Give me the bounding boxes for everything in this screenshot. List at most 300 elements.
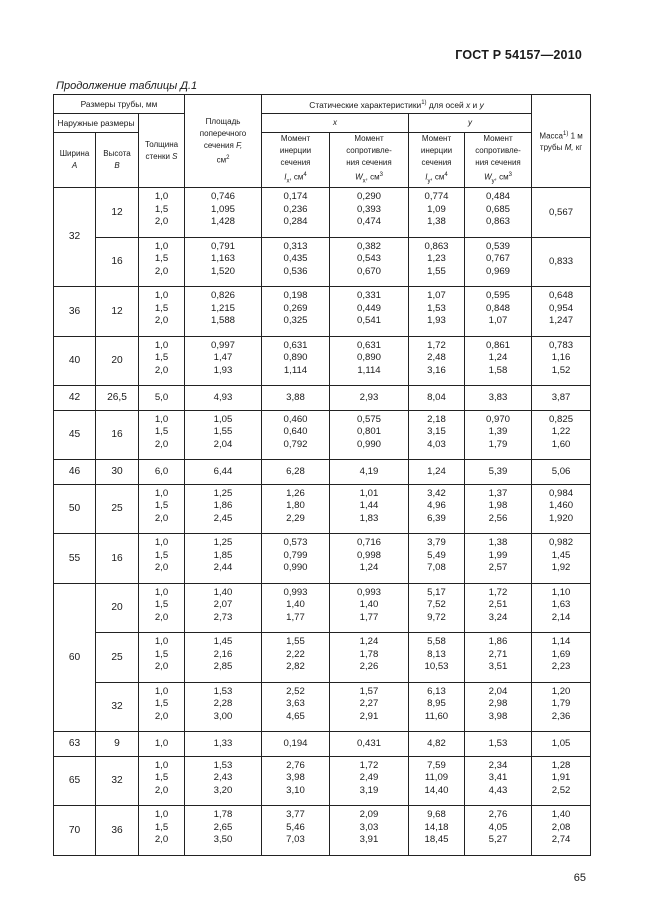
cell-ix xyxy=(262,806,330,856)
cell-value: 1,55 xyxy=(427,265,446,277)
cell-value: 2,0 xyxy=(154,834,169,846)
cell-value: 2,43 xyxy=(213,772,233,784)
cell-value: 0,969 xyxy=(486,265,511,277)
cell-value: 1,72 xyxy=(427,339,446,351)
cell-value: 1,93 xyxy=(213,364,233,376)
cell-value: 5,17 xyxy=(427,586,446,598)
cell-value: 1,39 xyxy=(488,426,508,438)
cell-value: 2,0 xyxy=(154,438,169,450)
cell-m xyxy=(532,633,591,683)
cell-value: 1,23 xyxy=(427,253,446,265)
cell-value: 3,10 xyxy=(286,784,305,796)
cell-m xyxy=(532,806,591,856)
cell-value: 1,05 xyxy=(551,738,571,749)
cell-value: 0,990 xyxy=(283,562,308,574)
cell-ix xyxy=(262,534,330,584)
cell-value: 2,44 xyxy=(213,562,233,574)
cell-value: 1,33 xyxy=(213,738,233,749)
cell-value: 5,39 xyxy=(488,466,508,477)
cell-f xyxy=(185,460,262,485)
cell-iy xyxy=(409,237,465,287)
cell-value: 1,60 xyxy=(551,438,571,450)
cell-m xyxy=(532,336,591,386)
cell-f xyxy=(185,188,262,238)
cell-value: 1,07 xyxy=(427,290,446,302)
cell-value: 0,783 xyxy=(549,339,574,351)
header-area: Площадь поперечного сечения F, $см^2$ xyxy=(185,95,262,188)
cell-wy xyxy=(465,460,532,485)
header-height: Высота B xyxy=(96,133,139,188)
cell-value: 0,670 xyxy=(356,265,381,277)
cell-m xyxy=(532,188,591,238)
cell-value: 1,86 xyxy=(488,636,508,648)
cell-wy xyxy=(465,732,532,757)
cell-width: 70 xyxy=(54,806,96,856)
cell-value: 0,393 xyxy=(356,203,381,215)
cell-value: 1,26 xyxy=(286,487,305,499)
cell-value: 1,37 xyxy=(488,487,508,499)
cell-value: 1,0 xyxy=(154,685,169,697)
cell-value: 2,56 xyxy=(488,512,508,524)
cell-wx xyxy=(330,484,409,534)
cell-width: 50 xyxy=(54,484,96,534)
cell-value: 1,5 xyxy=(154,253,169,265)
cell-wy xyxy=(465,633,532,683)
cell-value: 2,73 xyxy=(213,611,233,623)
cell-m xyxy=(532,534,591,584)
cell-value: 18,45 xyxy=(424,834,449,846)
cell-value: 0,825 xyxy=(549,413,574,425)
cell-value: 1,44 xyxy=(359,500,379,512)
header-axis-x: x xyxy=(262,114,409,133)
cell-wy xyxy=(465,534,532,584)
cell-height: 32 xyxy=(96,756,139,806)
cell-iy xyxy=(409,410,465,460)
cell-value: 3,98 xyxy=(286,772,305,784)
cell-value: 0,990 xyxy=(356,438,381,450)
cell-wy xyxy=(465,287,532,337)
page-number: 65 xyxy=(573,872,586,884)
cell-s xyxy=(139,484,185,534)
cell-value: 1,428 xyxy=(210,216,235,228)
cell-value: 2,09 xyxy=(359,809,379,821)
cell-value: 1,78 xyxy=(359,648,379,660)
cell-wy xyxy=(465,583,532,633)
cell-wy xyxy=(465,237,532,287)
cell-value: 3,88 xyxy=(286,392,305,403)
cell-value: 1,24 xyxy=(427,466,446,477)
header-axis-y: y xyxy=(409,114,532,133)
cell-value: 1,72 xyxy=(359,759,379,771)
cell-iy xyxy=(409,460,465,485)
cell-f xyxy=(185,386,262,411)
cell-value: 1,98 xyxy=(488,500,508,512)
cell-value: 1,114 xyxy=(283,364,308,376)
cell-f xyxy=(185,756,262,806)
cell-value: 1,5 xyxy=(154,648,169,660)
cell-value: 1,77 xyxy=(286,611,305,623)
cell-value: 1,53 xyxy=(213,759,233,771)
cell-value: 1,114 xyxy=(357,364,381,376)
cell-iy xyxy=(409,756,465,806)
header-wall: Толщина стенки S xyxy=(139,114,185,188)
cell-value: 1,460 xyxy=(549,500,574,512)
cell-value: 3,63 xyxy=(286,698,305,710)
cell-m xyxy=(532,682,591,732)
table-row xyxy=(54,534,591,584)
cell-value: 0,194 xyxy=(283,738,308,749)
cell-value: 1,0 xyxy=(154,487,169,499)
cell-value: 1,22 xyxy=(551,426,571,438)
header-inertia-y: Момент инерции сечения $I_y$, $см^4$ xyxy=(409,133,465,188)
cell-s xyxy=(139,633,185,683)
cell-value: 1,40 xyxy=(551,809,571,821)
pipe-properties-table xyxy=(53,94,591,856)
cell-value: 2,45 xyxy=(213,512,233,524)
cell-value: 0,792 xyxy=(283,438,308,450)
cell-value: 1,25 xyxy=(213,487,233,499)
cell-iy xyxy=(409,188,465,238)
table-row xyxy=(54,287,591,337)
cell-value: 9,72 xyxy=(427,611,446,623)
cell-value: 1,5 xyxy=(154,821,169,833)
cell-value: 2,16 xyxy=(213,648,233,660)
cell-value: 3,91 xyxy=(359,834,379,846)
cell-value: 1,53 xyxy=(488,738,508,749)
cell-value: 3,50 xyxy=(213,834,233,846)
cell-f xyxy=(185,583,262,633)
cell-value: 2,0 xyxy=(154,562,169,574)
cell-value: 4,93 xyxy=(213,392,233,403)
cell-value: 0,863 xyxy=(424,240,449,252)
cell-wy xyxy=(465,806,532,856)
cell-iy xyxy=(409,386,465,411)
cell-value: 2,49 xyxy=(359,772,379,784)
cell-height: 25 xyxy=(96,484,139,534)
table-row xyxy=(54,484,591,534)
cell-wy xyxy=(465,756,532,806)
cell-value: 0,997 xyxy=(210,339,235,351)
document-code: ГОСТ Р 54157—2010 xyxy=(455,48,582,62)
cell-m xyxy=(532,410,591,460)
cell-value: 1,92 xyxy=(551,562,571,574)
cell-value: 1,99 xyxy=(488,549,508,561)
cell-value: 4,19 xyxy=(359,466,379,477)
cell-value: 3,42 xyxy=(427,487,446,499)
cell-f xyxy=(185,336,262,386)
cell-value: 1,77 xyxy=(359,611,379,623)
cell-value: 6,39 xyxy=(427,512,446,524)
cell-f xyxy=(185,534,262,584)
cell-value: 2,22 xyxy=(286,648,305,660)
cell-value: 1,79 xyxy=(551,698,571,710)
cell-value: 0,331 xyxy=(356,290,381,302)
cell-width: 46 xyxy=(54,460,96,485)
cell-height: 20 xyxy=(96,336,139,386)
cell-value: 8,13 xyxy=(427,648,446,660)
cell-m xyxy=(532,732,591,757)
table-row xyxy=(54,806,591,856)
cell-s xyxy=(139,756,185,806)
cell-value: 1,5 xyxy=(154,426,169,438)
cell-value: 6,0 xyxy=(154,466,169,477)
cell-value: 1,588 xyxy=(210,315,235,327)
cell-value: 1,0 xyxy=(154,240,169,252)
cell-value: 0,539 xyxy=(486,240,511,252)
cell-value: 6,44 xyxy=(213,466,233,477)
cell-value: 1,0 xyxy=(154,413,169,425)
cell-value: 5,49 xyxy=(427,549,446,561)
cell-value: 1,0 xyxy=(154,191,169,203)
cell-m xyxy=(532,484,591,534)
cell-value: 3,83 xyxy=(488,392,508,403)
cell-wx xyxy=(330,534,409,584)
cell-value: 10,53 xyxy=(424,661,449,673)
cell-value: 0,631 xyxy=(283,339,308,351)
cell-value: 4,65 xyxy=(286,710,305,722)
cell-wx xyxy=(330,410,409,460)
cell-iy xyxy=(409,484,465,534)
cell-value: 1,83 xyxy=(359,512,379,524)
cell-value: 1,0 xyxy=(154,290,169,302)
cell-value: 0,685 xyxy=(486,203,511,215)
cell-value: 7,52 xyxy=(427,599,446,611)
table-row xyxy=(54,756,591,806)
cell-height: 12 xyxy=(96,188,139,238)
cell-width: 42 xyxy=(54,386,96,411)
cell-value: 3,19 xyxy=(359,784,379,796)
cell-ix xyxy=(262,287,330,337)
cell-value: 1,63 xyxy=(551,599,571,611)
cell-value: 1,520 xyxy=(210,265,235,277)
cell-value: 2,52 xyxy=(551,784,571,796)
cell-wx xyxy=(330,806,409,856)
cell-f xyxy=(185,410,262,460)
cell-value: 2,93 xyxy=(359,392,379,403)
cell-height: 25 xyxy=(96,633,139,683)
cell-value: 1,0 xyxy=(154,636,169,648)
cell-value: 5,06 xyxy=(551,466,571,477)
cell-value: 6,13 xyxy=(427,685,446,697)
cell-value: 2,18 xyxy=(427,413,446,425)
cell-value: 9,68 xyxy=(427,809,446,821)
cell-value: 4,82 xyxy=(427,738,446,749)
cell-s xyxy=(139,460,185,485)
cell-value: 1,24 xyxy=(488,352,508,364)
header-outer-sizes: Наружные размеры xyxy=(54,114,139,133)
cell-value: 0,284 xyxy=(283,216,308,228)
cell-value: 1,93 xyxy=(427,315,446,327)
cell-value: 3,00 xyxy=(213,710,233,722)
cell-value: 2,26 xyxy=(359,661,379,673)
table-row xyxy=(54,732,591,757)
cell-value: 8,04 xyxy=(427,392,446,403)
cell-iy xyxy=(409,682,465,732)
header-resist-y: Момент сопротивле- ния сечения $W_y$, $см^3$ xyxy=(465,133,532,188)
cell-value: 5,46 xyxy=(286,821,305,833)
cell-iy xyxy=(409,287,465,337)
cell-value: 1,69 xyxy=(551,648,571,660)
cell-value: 1,58 xyxy=(488,364,508,376)
header-resist-x: Момент сопротивле- ния сечения $W_x$, $см^3$ xyxy=(330,133,409,188)
cell-value: 2,0 xyxy=(154,265,169,277)
cell-value: 4,03 xyxy=(427,438,446,450)
cell-value: 1,0 xyxy=(154,759,169,771)
cell-ix xyxy=(262,756,330,806)
header-inertia-x: Момент инерции сечения $I_x$, $см^4$ xyxy=(262,133,330,188)
cell-ix xyxy=(262,188,330,238)
table-row xyxy=(54,633,591,683)
cell-value: 1,55 xyxy=(213,426,233,438)
cell-value: 2,76 xyxy=(286,759,305,771)
cell-value: 0,449 xyxy=(356,302,381,314)
cell-value: 3,24 xyxy=(488,611,508,623)
cell-value: 2,29 xyxy=(286,512,305,524)
cell-value: 1,095 xyxy=(210,203,235,215)
cell-value: 1,5 xyxy=(154,500,169,512)
cell-value: 2,0 xyxy=(154,784,169,796)
cell-value: 3,20 xyxy=(213,784,233,796)
cell-height: 16 xyxy=(96,534,139,584)
cell-wx xyxy=(330,682,409,732)
cell-s xyxy=(139,287,185,337)
cell-ix xyxy=(262,386,330,411)
cell-wx xyxy=(330,386,409,411)
cell-value: 2,82 xyxy=(286,661,305,673)
cell-value: 1,72 xyxy=(488,586,508,598)
cell-value: 0,595 xyxy=(486,290,511,302)
cell-wx xyxy=(330,287,409,337)
cell-height: 36 xyxy=(96,806,139,856)
cell-value: 1,86 xyxy=(213,500,233,512)
cell-ix xyxy=(262,410,330,460)
table-row xyxy=(54,237,591,287)
cell-value: 2,74 xyxy=(551,834,571,846)
cell-value: 2,98 xyxy=(488,698,508,710)
cell-value: 3,77 xyxy=(286,809,305,821)
cell-value: 2,14 xyxy=(551,611,571,623)
cell-value: 4,43 xyxy=(488,784,508,796)
cell-value: 0,174 xyxy=(283,191,308,203)
cell-height: 9 xyxy=(96,732,139,757)
cell-s xyxy=(139,386,185,411)
cell-value: 2,0 xyxy=(154,661,169,673)
cell-value: 2,34 xyxy=(488,759,508,771)
cell-f xyxy=(185,732,262,757)
cell-ix xyxy=(262,460,330,485)
cell-height: 20 xyxy=(96,583,139,633)
cell-value: 14,18 xyxy=(424,821,449,833)
cell-ix xyxy=(262,583,330,633)
cell-value: 5,27 xyxy=(488,834,508,846)
cell-value: 0,774 xyxy=(424,191,449,203)
cell-width: 32 xyxy=(54,188,96,287)
cell-value: 1,163 xyxy=(210,253,235,265)
cell-value: 1,53 xyxy=(213,685,233,697)
header-mass: Масса$^{1)}$ 1 м трубы M, кг xyxy=(532,95,591,188)
cell-wx xyxy=(330,583,409,633)
cell-f xyxy=(185,287,262,337)
cell-value: 0,474 xyxy=(356,216,381,228)
cell-value: 2,0 xyxy=(154,216,169,228)
cell-value: 3,41 xyxy=(488,772,508,784)
cell-value: 1,38 xyxy=(488,537,508,549)
cell-value: 1,5 xyxy=(154,302,169,314)
cell-value: 1,47 xyxy=(213,352,233,364)
cell-value: 1,55 xyxy=(286,636,305,648)
cell-value: 0,435 xyxy=(283,253,308,265)
cell-value: 0,833 xyxy=(549,256,574,267)
cell-value: 2,76 xyxy=(488,809,508,821)
cell-height: 16 xyxy=(96,237,139,287)
cell-value: 2,48 xyxy=(427,352,446,364)
cell-value: 2,08 xyxy=(551,821,571,833)
cell-value: 1,57 xyxy=(359,685,379,697)
cell-value: 1,0 xyxy=(154,537,169,549)
header-static: Статические характеристики$^{1)}$ для осей x и y xyxy=(262,95,532,114)
cell-value: 0,648 xyxy=(549,290,574,302)
cell-ix xyxy=(262,484,330,534)
cell-value: 2,0 xyxy=(154,611,169,623)
table-row xyxy=(54,188,591,238)
cell-value: 5,58 xyxy=(427,636,446,648)
cell-width: 65 xyxy=(54,756,96,806)
cell-wx xyxy=(330,188,409,238)
cell-value: 0,484 xyxy=(486,191,511,203)
cell-value: 1,20 xyxy=(551,685,571,697)
cell-value: 1,0 xyxy=(154,586,169,598)
cell-m xyxy=(532,460,591,485)
cell-value: 1,16 xyxy=(551,352,571,364)
cell-wx xyxy=(330,460,409,485)
cell-value: 0,198 xyxy=(283,290,308,302)
cell-value: 1,10 xyxy=(551,586,571,598)
cell-f xyxy=(185,806,262,856)
cell-s xyxy=(139,583,185,633)
cell-s xyxy=(139,336,185,386)
cell-s xyxy=(139,237,185,287)
cell-ix xyxy=(262,336,330,386)
cell-value: 1,40 xyxy=(213,586,233,598)
cell-m xyxy=(532,386,591,411)
cell-value: 3,03 xyxy=(359,821,379,833)
cell-value: 1,40 xyxy=(286,599,305,611)
cell-wx xyxy=(330,732,409,757)
cell-value: 0,801 xyxy=(356,426,381,438)
cell-wy xyxy=(465,188,532,238)
cell-height: 12 xyxy=(96,287,139,337)
cell-value: 0,993 xyxy=(356,586,381,598)
cell-width: 63 xyxy=(54,732,96,757)
cell-value: 2,0 xyxy=(154,710,169,722)
cell-iy xyxy=(409,583,465,633)
cell-value: 1,52 xyxy=(551,364,571,376)
cell-value: 1,0 xyxy=(154,809,169,821)
cell-iy xyxy=(409,732,465,757)
cell-value: 1,5 xyxy=(154,599,169,611)
table-row xyxy=(54,386,591,411)
cell-value: 2,85 xyxy=(213,661,233,673)
cell-value: 2,27 xyxy=(359,698,379,710)
cell-value: 1,79 xyxy=(488,438,508,450)
cell-value: 0,970 xyxy=(486,413,511,425)
cell-value: 7,03 xyxy=(286,834,305,846)
cell-value: 2,07 xyxy=(213,599,233,611)
cell-iy xyxy=(409,336,465,386)
cell-value: 4,96 xyxy=(427,500,446,512)
cell-iy xyxy=(409,806,465,856)
cell-value: 0,799 xyxy=(283,549,308,561)
